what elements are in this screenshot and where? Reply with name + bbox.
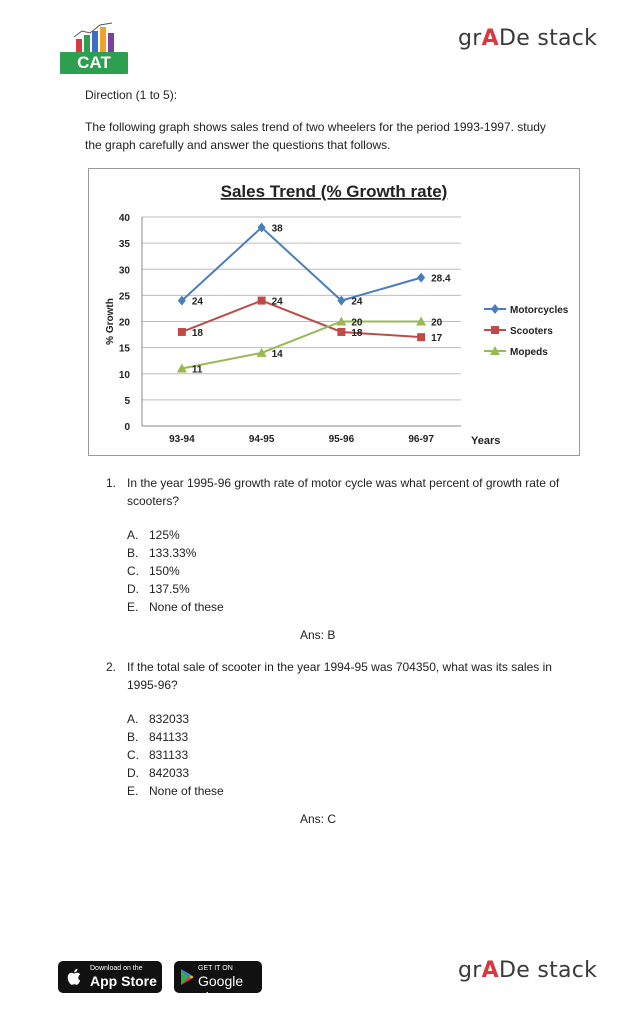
sales-trend-chart <box>89 169 579 455</box>
option-letter: A. <box>127 712 139 726</box>
legend-marker <box>491 326 499 334</box>
data-label: 38 <box>271 223 283 235</box>
option-text: 137.5% <box>149 582 190 596</box>
appstore-small-text: Download on the <box>90 965 143 972</box>
google-play-button[interactable] <box>174 961 262 1005</box>
data-label: 11 <box>191 364 203 376</box>
y-tick-label: 25 <box>118 291 130 303</box>
footer-brand-suffix: De stack <box>498 958 598 983</box>
brand-prefix: gr <box>458 26 482 51</box>
x-tick-label: 94-95 <box>248 434 275 445</box>
app-store-button[interactable] <box>58 961 162 993</box>
y-tick-label: 30 <box>118 265 130 277</box>
x-axis-label: Years <box>471 435 501 447</box>
option-text: 150% <box>149 564 180 578</box>
cat-logo-label: CAT <box>60 52 128 74</box>
option-text: 831133 <box>149 748 189 762</box>
footer-brand-logo <box>458 958 597 983</box>
data-label: 17 <box>431 333 443 345</box>
chart-title: Sales Trend (% Growth rate) <box>220 182 448 201</box>
data-label: 20 <box>431 317 443 329</box>
option-text: 842033 <box>149 766 190 780</box>
google-play-icon <box>180 968 194 986</box>
footer-brand-prefix: gr <box>458 958 482 983</box>
legend-label: Mopeds <box>510 347 548 358</box>
option-letter: D. <box>127 582 139 596</box>
data-label: 28.4 <box>431 273 451 285</box>
brand-suffix: De stack <box>498 26 598 51</box>
y-tick-label: 20 <box>118 317 130 329</box>
brand-a: A <box>481 26 499 51</box>
option-letter: E. <box>127 784 139 798</box>
data-point-motorcycles <box>417 273 425 283</box>
data-label: 24 <box>191 296 203 308</box>
x-tick-label: 93-94 <box>169 434 195 445</box>
y-tick-label: 40 <box>118 213 130 224</box>
data-point-scooters <box>178 328 186 336</box>
legend-label: Scooters <box>510 326 553 337</box>
y-tick-label: 10 <box>118 369 130 381</box>
series-line-mopeds <box>182 322 421 369</box>
option-letter: C. <box>127 748 139 762</box>
play-small-text: GET IT ON <box>198 965 233 972</box>
question-text-line-2: scooters? <box>127 494 180 508</box>
data-label: 24 <box>351 296 363 308</box>
direction-title: Direction (1 to 5): <box>85 88 178 102</box>
data-point-scooters <box>337 328 345 336</box>
play-big-text: Google play <box>198 973 244 1005</box>
legend-marker <box>491 304 499 314</box>
direction-line-1: The following graph shows sales trend of two wheelers for the period 1993-1997. study <box>85 120 546 134</box>
option-letter: C. <box>127 564 139 578</box>
series-line-scooters <box>182 301 421 338</box>
y-tick-label: 15 <box>118 343 130 355</box>
series-line-motorcycles <box>182 227 421 300</box>
answer-text: Ans: B <box>300 628 336 642</box>
option-text: 133.33% <box>149 546 197 560</box>
option-letter: B. <box>127 546 139 560</box>
y-tick-label: 5 <box>124 395 130 407</box>
data-label: 14 <box>271 348 283 360</box>
y-tick-label: 0 <box>124 422 130 433</box>
question-text-line-2: 1995-96? <box>127 678 178 692</box>
direction-line-2: the graph carefully and answer the questions that follows. <box>85 138 391 152</box>
x-tick-label: 96-97 <box>408 434 434 445</box>
y-axis-label: % Growth <box>105 298 116 345</box>
x-tick-label: 95-96 <box>328 434 355 445</box>
data-label: 18 <box>351 327 363 339</box>
question-number: 2. <box>106 660 117 674</box>
answer-text: Ans: C <box>300 812 337 826</box>
brand-logo <box>458 26 597 51</box>
legend-label: Motorcycles <box>510 305 569 316</box>
question-text-line-1: If the total sale of scooter in the year 1994-95 was 704350, what was its sales in <box>127 660 552 674</box>
data-label: 18 <box>191 327 203 339</box>
option-text: 841133 <box>149 730 189 744</box>
option-text: 832033 <box>149 712 190 726</box>
y-tick-label: 35 <box>118 239 130 251</box>
footer-brand-a: A <box>481 958 499 983</box>
option-text: None of these <box>149 600 224 614</box>
chart-frame <box>88 168 580 456</box>
question-number: 1. <box>106 476 117 490</box>
question-text-line-1: In the year 1995-96 growth rate of motor cycle was what percent of growth rate of <box>127 476 560 490</box>
option-letter: B. <box>127 730 139 744</box>
option-text: 125% <box>149 528 180 542</box>
option-letter: A. <box>127 528 139 542</box>
data-point-scooters <box>258 297 266 305</box>
option-letter: E. <box>127 600 139 614</box>
option-text: None of these <box>149 784 224 798</box>
option-letter: D. <box>127 766 139 780</box>
data-label: 20 <box>351 317 363 329</box>
data-label: 24 <box>271 296 283 308</box>
apple-icon <box>66 967 84 987</box>
data-point-scooters <box>417 333 425 341</box>
appstore-big-text: App Store <box>90 973 157 989</box>
